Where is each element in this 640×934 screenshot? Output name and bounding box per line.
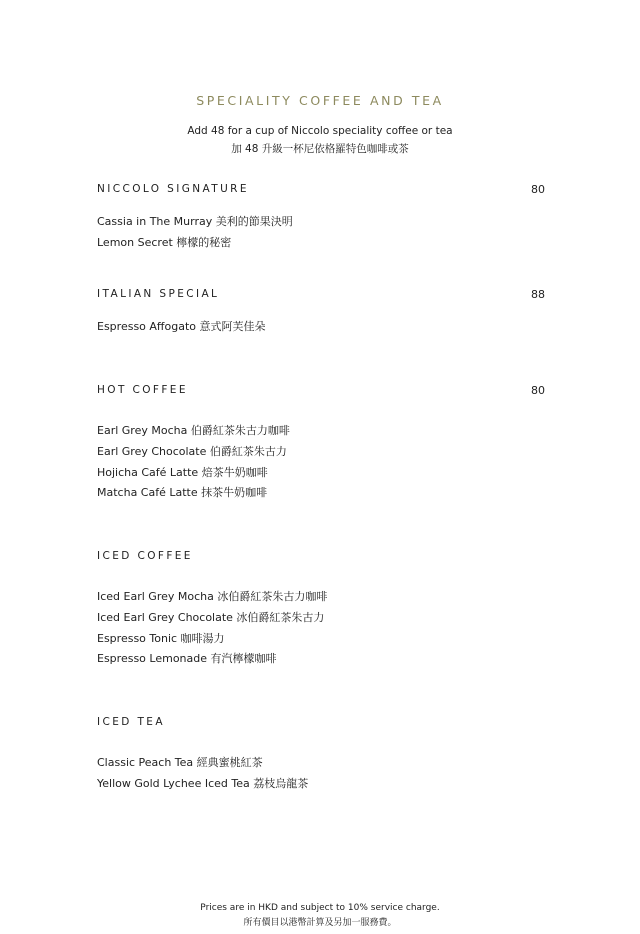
section-iced-tea [97, 716, 545, 790]
section-name: ICED COFFEE [97, 550, 193, 562]
footer-note-chinese: 所有價目以港幣計算及另加一服務費。 [243, 918, 397, 928]
footer-note-english: Prices are in HKD and subject to 10% service charge. [200, 903, 440, 913]
section-italian-special [97, 288, 545, 333]
menu-item: Cassia in The Murray 美利的節果決明 [97, 215, 293, 228]
menu-item-list [97, 587, 545, 670]
section-header [97, 183, 545, 197]
menu-item: Yellow Gold Lychee Iced Tea 荔枝烏龍茶 [97, 776, 309, 790]
section-header [97, 384, 545, 398]
subtitle-english: Add 48 for a cup of Niccolo speciality coffee or tea [187, 125, 453, 137]
section-header [97, 288, 545, 302]
section-price: 80 [531, 384, 545, 397]
menu-item: Espresso Lemonade 有汽檸檬咖啡 [97, 652, 277, 666]
menu-item: Lemon Secret 檸檬的秘密 [97, 235, 232, 249]
menu-item: Matcha Café Latte 抹茶牛奶咖啡 [97, 486, 268, 500]
menu-item: Iced Earl Grey Mocha 冰伯爵紅茶朱古力咖啡 [97, 590, 328, 603]
menu-item-list [97, 421, 545, 504]
menu-item-list [97, 753, 545, 795]
section-price: 80 [531, 183, 545, 196]
menu-item: Hojicha Café Latte 焙茶牛奶咖啡 [97, 465, 268, 479]
menu-item: Earl Grey Mocha 伯爵紅茶朱古力咖啡 [97, 424, 290, 437]
section-name: HOT COFFEE [97, 384, 188, 396]
menu-item-list [97, 317, 545, 338]
section-price: 88 [531, 288, 545, 301]
section-name: ICED TEA [97, 716, 165, 728]
menu-item: Espresso Tonic 咖啡湯力 [97, 631, 225, 645]
section-niccolo-signature [97, 183, 545, 249]
section-header [97, 550, 545, 564]
menu-item: Earl Grey Chocolate 伯爵紅茶朱古力 [97, 444, 287, 458]
page-title: SPECIALITY COFFEE AND TEA [196, 93, 444, 108]
section-name: ITALIAN SPECIAL [97, 288, 220, 300]
section-header [97, 716, 545, 730]
menu-item: Espresso Affogato 意式阿芙佳朵 [97, 320, 266, 333]
menu-item: Classic Peach Tea 經典蜜桃紅茶 [97, 756, 263, 769]
menu-item-list [97, 212, 545, 254]
section-name: NICCOLO SIGNATURE [97, 183, 249, 195]
menu-item: Iced Earl Grey Chocolate 冰伯爵紅茶朱古力 [97, 610, 325, 624]
section-hot-coffee [97, 384, 545, 500]
subtitle-chinese: 加 48 升級一杯尼依格羅特色咖啡或茶 [231, 143, 409, 155]
section-iced-coffee [97, 550, 545, 666]
